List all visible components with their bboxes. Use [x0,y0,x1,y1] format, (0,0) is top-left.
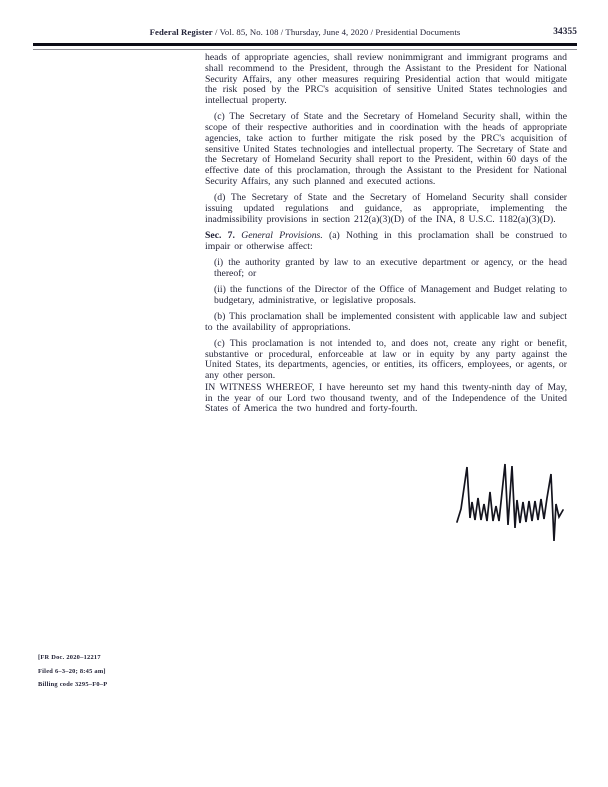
section-text: (a) Nothing in this proclamation shall be construed to impair or otherwise affect: [205,229,567,252]
paragraph-ii: (ii) the functions of the Director of the Office of Management and Budget relating to budgetary, administrative, or legislative proposals. [214,283,567,306]
fr-doc-number: [FR Doc. 2020–12217 [38,654,101,661]
page-number: 34355 [553,27,577,37]
page-footer [38,651,107,692]
document-body [205,53,567,421]
filed-date: Filed 6–3–20; 8:45 am] [38,667,106,675]
paragraph-d: (d) The Secretary of State and the Secretary of Homeland Security shall consider issuing updated regulations and guidance, as appropriate, implementing the inadmissibility provisions in section 212(a)(3)(D) of the INA, 8 U.S.C. 1182(a)(3)(D). [205,192,567,225]
issue-info: / Vol. 85, No. 108 / Thursday, June 4, 2020 / Presidential Documents [212,27,461,37]
running-head [33,26,577,39]
paragraph-i: (i) the authority granted by law to an executive department or agency, or the head thereof; or [214,256,567,279]
paragraph-continuation: heads of appropriate agencies, shall review nonimmigrant and immigrant programs and shall recommend to the President, through the Assistant to the President for National Security Affairs, any other measures requiring Presidential action that would mitigate the risk posed by the PRC's acquisition of sensitive United States technologies and intellectual property. [205,52,567,106]
paragraph-b: (b) This proclamation shall be implemented consistent with applicable law and subject to the availability of appropriations. [205,310,567,333]
paragraph-c2: (c) This proclamation is not intended to, and does not, create any right or benefit, substantive or procedural, enforceable at law or in equity by any party against the United States, its departments, agencies, or entities, its officers, employees, or agents, or any other person. [205,337,567,381]
journal-name: Federal Register [149,27,213,37]
paragraph-witness: IN WITNESS WHEREOF, I have hereunto set my hand this twenty-ninth day of May, in the year of our Lord two thousand twenty, and of the Independence of the United States of America the two hundred and forty-fourth. [205,381,567,415]
presidential-signature-icon [450,457,570,542]
header-rule-top [33,43,577,46]
paragraph-c: (c) The Secretary of State and the Secretary of Homeland Security shall, within the scope of their respective authorities and in coordination with the heads of appropriate agencies, take action to further mitigate the risk posed by the PRC's acquisition of sensitive United States technologies and intellectual property. The Secretary of State and the Secretary of Homeland Security shall report to the President, within 60 days of the effective date of this proclamation, through the Assistant to the President for National Security Affairs, any such planned and executed actions. [205,111,567,187]
paragraph-sec7 [205,231,567,253]
section-label: Sec. 7. [205,229,235,241]
header-rule-bottom [33,49,577,51]
billing-code: Billing code 3295–F0–P [38,681,108,689]
section-title: General Provisions. [234,229,323,241]
